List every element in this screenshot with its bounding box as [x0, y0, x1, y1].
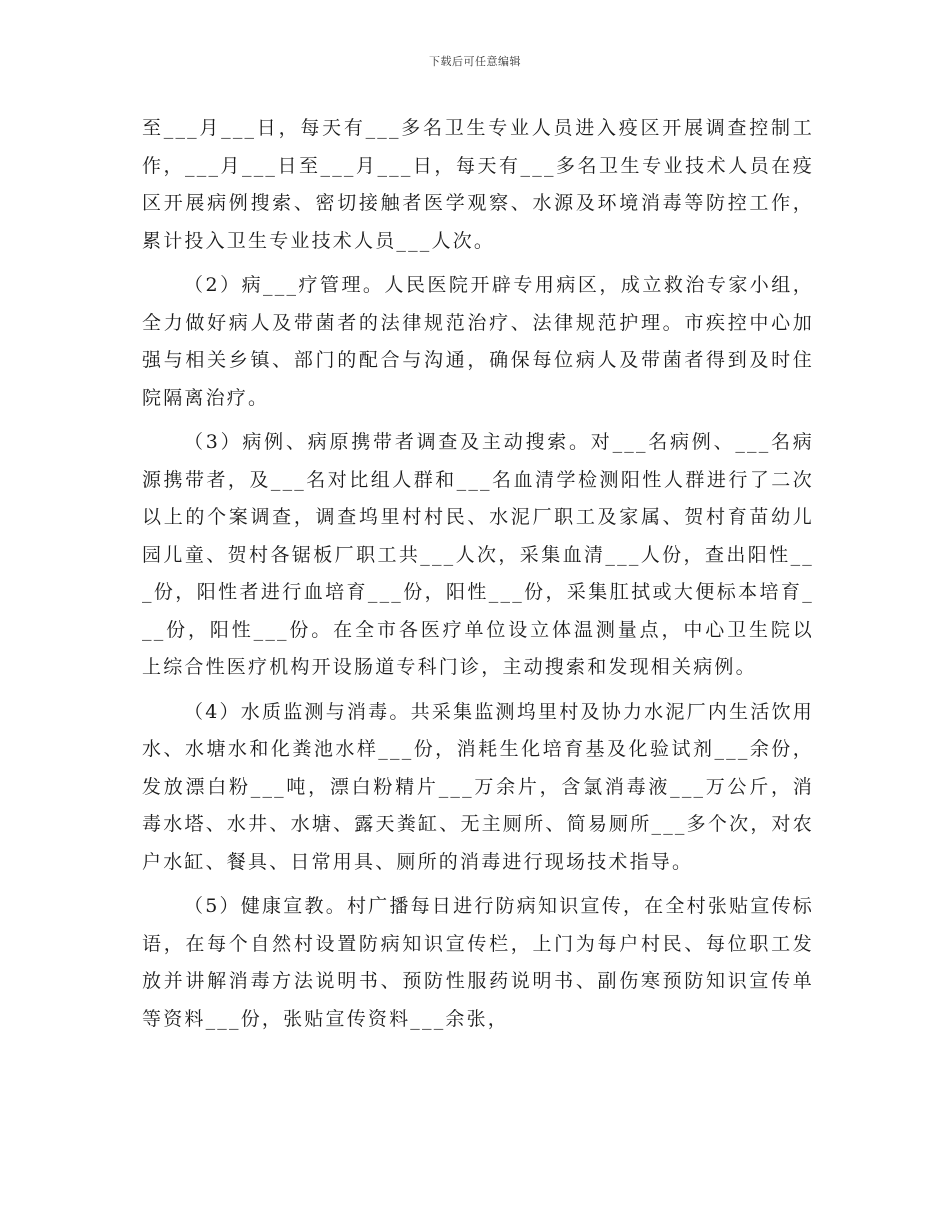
paragraph-patient-management: （2）病___疗管理。人民医院开辟专用病区，成立救治专家小组，全力做好病人及带菌者的法律规范治疗、法律规范护理。市疾控中心加强与相关乡镇、部门的配合与沟通，确保每位病人及带菌者得到及时住院隔离治疗。	[142, 274, 814, 409]
document-body	[142, 110, 814, 1045]
page-header-note: 下载后可任意编辑	[429, 55, 521, 68]
paragraph-health-education: （5）健康宣教。村广播每日进行防病知识宣传，在全村张贴宣传标语，在每个自然村设置防病知识宣传栏，上门为每户村民、每位职工发放并讲解消毒方法说明书、预防性服药说明书、副伤寒预防知识宣传单等资料___份，张贴宣传资料___余张，	[142, 895, 814, 1030]
paragraph-continuation: 至___月___日，每天有___多名卫生专业人员进入疫区开展调查控制工作，___月___日至___月___日，每天有___多名卫生专业技术人员在疫区开展病例搜索、密切接触者医学观察、水源及环境消毒等防控工作，累计投入卫生专业技术人员___人次。	[142, 117, 814, 252]
paragraph-water-disinfection: （4）水质监测与消毒。共采集监测坞里村及协力水泥厂内生活饮用水、水塘水和化粪池水样___份，消耗生化培育基及化验试剂___余份，发放漂白粉___吨，漂白粉精片___万余片，含氯消毒液___万公斤，消毒水塔、水井、水塘、露天粪缸、无主厕所、简易厕所___多个次，对农户水缸、餐具、日常用具、厕所的消毒进行现场技术指导。	[142, 700, 814, 873]
paragraph-case-investigation: （3）病例、病原携带者调查及主动搜索。对___名病例、___名病源携带者，及___名对比组人群和___名血清学检测阳性人群进行了二次以上的个案调查，调查坞里村村民、水泥厂职工及家属、贺村育苗幼儿园儿童、贺村各锯板厂职工共___人次，采集血清___人份，查出阳性___份，阳性者进行血培育___份，阳性___份，采集肛拭或大便标本培育___份，阳性___份。在全市各医疗单位设立体温测量点，中心卫生院以上综合性医疗机构开设肠道专科门诊，主动搜索和发现相关病例。	[142, 431, 814, 678]
